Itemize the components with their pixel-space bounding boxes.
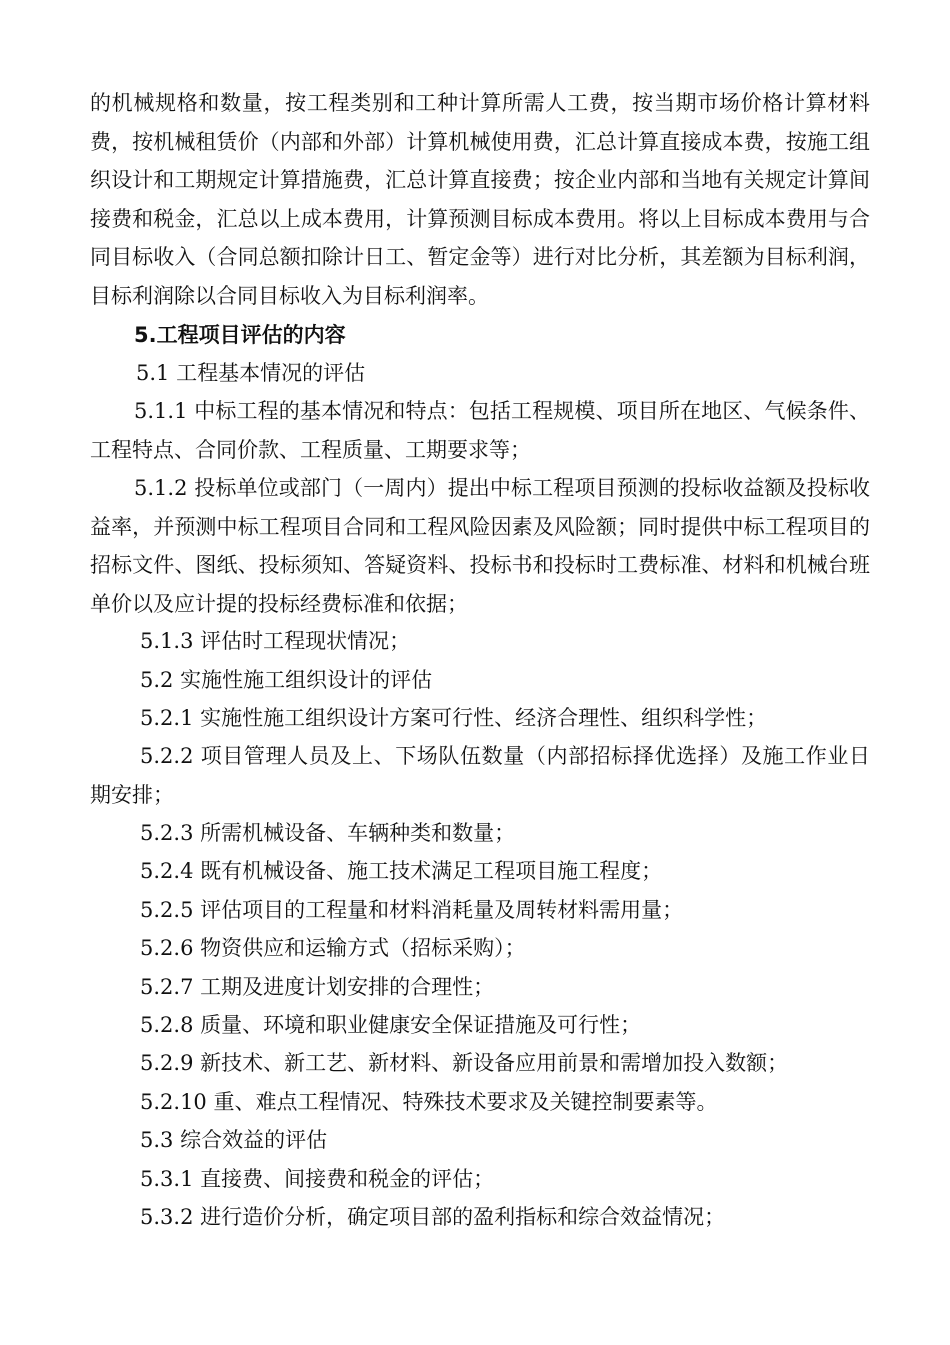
item-5-2-6: 5.2.6 物资供应和运输方式（招标采购）；: [140, 936, 526, 960]
item-5-2-9: 5.2.9 新技术、新工艺、新材料、新设备应用前景和需增加投入数额；: [140, 1051, 789, 1075]
item-5-2-1: 5.2.1 实施性施工组织设计方案可行性、经济合理性、组织科学性；: [140, 706, 768, 730]
item-5-1-3: 5.1.3 评估时工程现状情况；: [140, 629, 411, 653]
section-heading-5: 5.工程项目评估的内容: [134, 323, 346, 347]
item-5-2-3: 5.2.3 所需机械设备、车辆种类和数量；: [140, 821, 516, 845]
item-5-2-10: 5.2.10 重、难点工程情况、特殊技术要求及关键控制要素等。: [140, 1090, 718, 1114]
item-5-3-2: 5.3.2 进行造价分析，确定项目部的盈利指标和综合效益情况；: [140, 1205, 726, 1229]
item-5-3-1: 5.3.1 直接费、间接费和税金的评估；: [140, 1167, 495, 1191]
item-5-1-2: 5.1.2 投标单位或部门（一周内）提出中标工程项目预测的投标收益额及投标收益率，并预测中标工程项目合同和工程风险因素及风险额；同时提供中标工程项目的招标文件、图纸、投标须知、答疑资料、投标书和投标时工费标准、材料和机械台班单价以及应计提的投标经费标准和依据；: [90, 476, 870, 616]
item-5-2-5: 5.2.5 评估项目的工程量和材料消耗量及周转材料需用量；: [140, 898, 684, 922]
subsection-5-2: 5.2 实施性施工组织设计的评估: [140, 668, 433, 692]
item-5-2-2: 5.2.2 项目管理人员及上、下场队伍数量（内部招标择优选择）及施工作业日期安排；: [90, 744, 870, 807]
item-5-2-4: 5.2.4 既有机械设备、施工技术满足工程项目施工程度；: [140, 859, 663, 883]
intro-paragraph: 的机械规格和数量，按工程类别和工种计算所需人工费，按当期市场价格计算材料费，按机械租赁价（内部和外部）计算机械使用费，汇总计算直接成本费，按施工组织设计和工期规定计算措施费，汇总计算直接费；按企业内部和当地有关规定计算间接费和税金，汇总以上成本费用，计算预测目标成本费用。将以上目标成本费用与合同目标收入（合同总额扣除计日工、暂定金等）进行对比分析，其差额为目标利润，目标利润除以合同目标收入为目标利润率。: [90, 91, 870, 308]
item-5-2-8: 5.2.8 质量、环境和职业健康安全保证措施及可行性；: [140, 1013, 642, 1037]
subsection-5-3: 5.3 综合效益的评估: [140, 1128, 328, 1152]
item-5-2-7: 5.2.7 工期及进度计划安排的合理性；: [140, 975, 495, 999]
item-5-1-1: 5.1.1 中标工程的基本情况和特点：包括工程规模、项目所在地区、气候条件、工程特点、合同价款、工程质量、工期要求等；: [90, 399, 870, 462]
subsection-5-1: 5.1 工程基本情况的评估: [136, 361, 366, 385]
